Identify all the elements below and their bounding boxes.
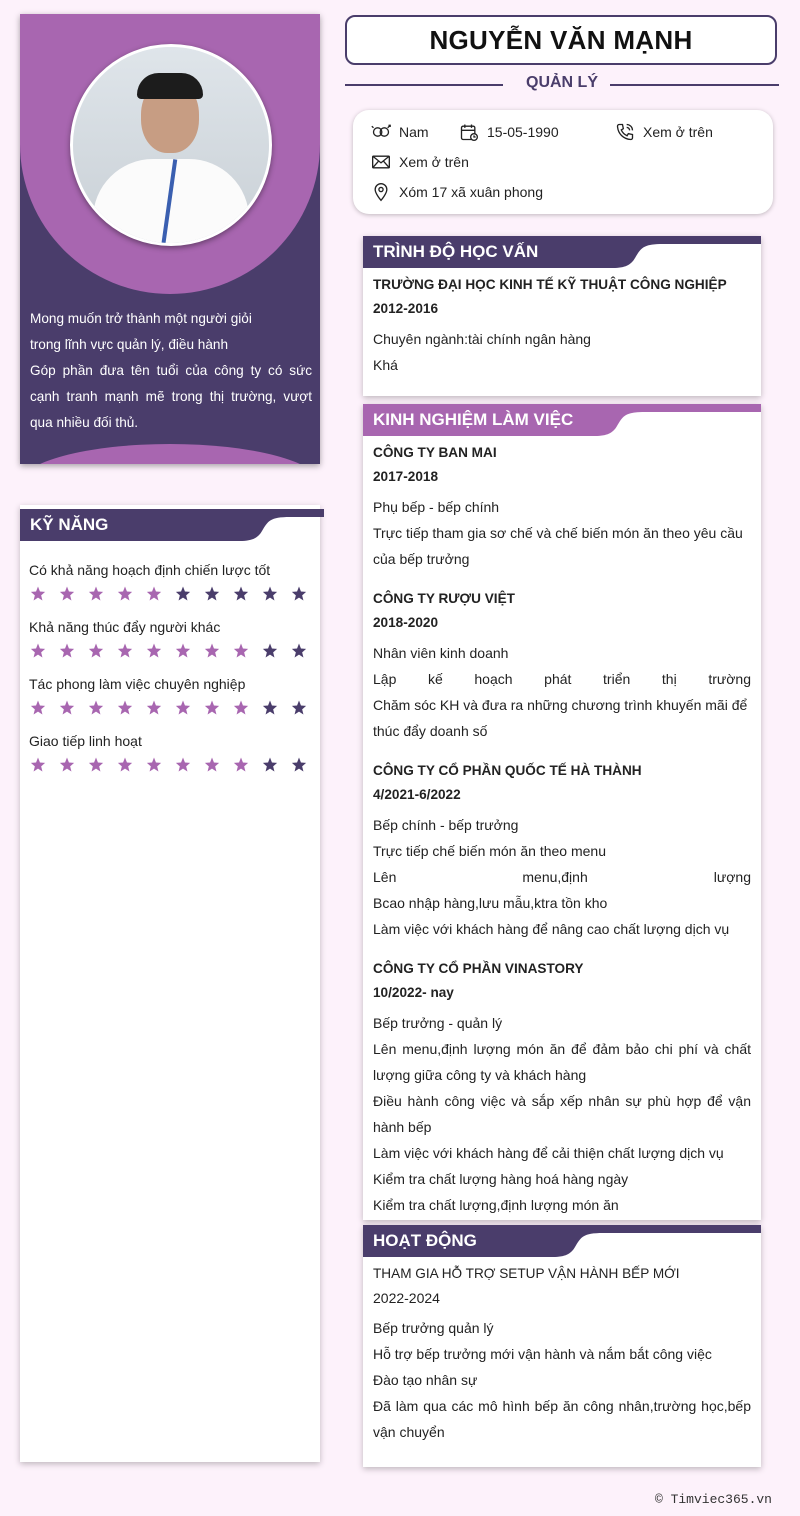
star-icon (58, 585, 76, 603)
job-detail: Lập kế hoạch phát triển thị trường (373, 671, 751, 687)
job-detail: hành bếp (373, 1119, 432, 1135)
star-icon (203, 642, 221, 660)
phone-icon (615, 122, 635, 142)
star-icon (145, 642, 163, 660)
activity-period: 2022-2024 (373, 1290, 440, 1306)
job-detail: Nhân viên kinh doanh (373, 645, 509, 661)
star-icon (174, 642, 192, 660)
star-icon (87, 585, 105, 603)
job-detail: Lên menu,định lượng món ăn để đảm bảo chi phí và chất (373, 1041, 751, 1057)
skill-rating (29, 642, 319, 660)
job-detail: Điều hành công việc và sắp xếp nhân sự phù hợp để vận (373, 1093, 751, 1109)
objective-line: Mong muốn trở thành một người giỏi (30, 311, 252, 326)
skill-rating (29, 585, 319, 603)
skill-rating (29, 756, 319, 774)
activity-detail: Hỗ trợ bếp trưởng mới vận hành và nắm bắt công việc (373, 1346, 712, 1362)
job-period: 4/2021-6/2022 (373, 787, 461, 802)
star-icon (87, 642, 105, 660)
calendar-icon (459, 122, 479, 142)
role-row (345, 74, 779, 98)
contact-email: Xem ở trên (371, 152, 469, 172)
star-icon (203, 756, 221, 774)
star-icon (203, 699, 221, 717)
objective-line: qua nhiều đối thủ. (30, 415, 139, 430)
star-icon (261, 699, 279, 717)
location-pin-icon (371, 182, 391, 202)
full-name: NGUYỄN VĂN MẠNH (429, 24, 693, 55)
section-title: KINH NGHIỆM LÀM VIỆC (373, 410, 574, 429)
education-header (363, 236, 761, 268)
profile-card (20, 14, 320, 464)
activity-detail: Bếp trưởng quản lý (373, 1320, 494, 1336)
star-icon (232, 585, 250, 603)
education-panel (363, 236, 761, 396)
job-detail: của bếp trưởng (373, 551, 470, 567)
skill-name: Giao tiếp linh hoạt (29, 733, 142, 749)
job-title: QUẢN LÝ (526, 74, 598, 91)
job-detail: Trực tiếp tham gia sơ chế và chế biến món ăn theo yêu cầu (373, 525, 743, 541)
gender-icon (371, 122, 391, 142)
contact-birthday: 15-05-1990 (459, 122, 559, 142)
job-detail: Kiểm tra chất lượng,định lượng món ăn (373, 1197, 619, 1213)
education-major: Chuyên ngành:tài chính ngân hàng (373, 331, 591, 347)
job-period: 2018-2020 (373, 615, 439, 630)
job-period: 10/2022- nay (373, 985, 454, 1000)
job-detail: Lên menu,định lượng (373, 869, 751, 885)
experience-panel (363, 404, 761, 1220)
star-icon (116, 585, 134, 603)
star-icon (116, 642, 134, 660)
job-detail: Bếp chính - bếp trưởng (373, 817, 519, 833)
name-box (345, 15, 777, 65)
contact-card (353, 110, 773, 214)
star-icon (116, 699, 134, 717)
skill-name: Khả năng thúc đẩy người khác (29, 619, 221, 635)
star-icon (58, 699, 76, 717)
skill-rating (29, 699, 319, 717)
activity-detail: vận chuyển (373, 1424, 445, 1440)
company-name: CÔNG TY BAN MAI (373, 445, 497, 460)
envelope-icon (371, 152, 391, 172)
star-icon (145, 699, 163, 717)
job-detail: Làm việc với khách hàng để cải thiện chất lượng dịch vụ (373, 1145, 724, 1161)
star-icon (174, 756, 192, 774)
job-detail: Làm việc với khách hàng để nâng cao chất lượng dịch vụ (373, 921, 730, 937)
education-period: 2012-2016 (373, 301, 439, 316)
contact-phone: Xem ở trên (615, 122, 713, 142)
contact-address: Xóm 17 xã xuân phong (371, 182, 543, 202)
star-icon (232, 699, 250, 717)
job-detail: Bcao nhập hàng,lưu mẫu,ktra tồn kho (373, 895, 608, 911)
skill-name: Có khả năng hoạch định chiến lược tốt (29, 562, 271, 578)
section-title: KỸ NĂNG (30, 515, 109, 534)
star-icon (290, 642, 308, 660)
job-detail: Bếp trưởng - quản lý (373, 1015, 503, 1031)
school-name: TRƯỜNG ĐẠI HỌC KINH TẾ KỸ THUẬT CÔNG NGHIỆP (373, 277, 727, 292)
section-title: HOẠT ĐỘNG (373, 1231, 477, 1250)
activity-detail: Đào tạo nhân sự (373, 1372, 478, 1388)
star-icon (261, 585, 279, 603)
star-icon (145, 585, 163, 603)
star-icon (58, 756, 76, 774)
star-icon (232, 642, 250, 660)
section-title: TRÌNH ĐỘ HỌC VẤN (373, 242, 539, 261)
star-icon (29, 756, 47, 774)
activity-detail: Đã làm qua các mô hình bếp ăn công nhân,trường học,bếp (373, 1398, 751, 1414)
star-icon (290, 699, 308, 717)
objective-line: cạnh tranh mạnh mẽ trong thị trường, vượt (30, 389, 312, 404)
company-name: CÔNG TY RƯỢU VIỆT (373, 591, 515, 606)
job-detail: Chăm sóc KH và đưa ra những chương trình khuyến mãi để (373, 697, 748, 713)
star-icon (232, 756, 250, 774)
activities-panel (363, 1225, 761, 1467)
job-period: 2017-2018 (373, 469, 439, 484)
star-icon (87, 699, 105, 717)
star-icon (145, 756, 163, 774)
star-icon (290, 585, 308, 603)
star-icon (29, 585, 47, 603)
job-detail: lượng giữa công ty và khách hàng (373, 1067, 587, 1083)
job-detail: Trực tiếp chế biến món ăn theo menu (373, 843, 606, 859)
education-grade: Khá (373, 357, 398, 373)
job-detail: Phụ bếp - bếp chính (373, 499, 500, 515)
star-icon (116, 756, 134, 774)
objective-line: trong lĩnh vực quản lý, điều hành (30, 337, 229, 352)
star-icon (290, 756, 308, 774)
contact-gender: Nam (371, 122, 429, 142)
job-detail: Kiểm tra chất lượng hàng hoá hàng ngày (373, 1171, 629, 1187)
star-icon (174, 585, 192, 603)
activity-name: THAM GIA HỖ TRỢ SETUP VẬN HÀNH BẾP MỚI (373, 1266, 680, 1281)
decorative-arc (20, 444, 320, 464)
star-icon (203, 585, 221, 603)
company-name: CÔNG TY CỔ PHẦN QUỐC TẾ HÀ THÀNH (373, 763, 642, 778)
job-detail: thúc đẩy doanh số (373, 723, 488, 739)
star-icon (174, 699, 192, 717)
objective-line: Góp phần đưa tên tuổi của công ty có sức (30, 363, 312, 378)
star-icon (58, 642, 76, 660)
company-name: CÔNG TY CỔ PHẦN VINASTORY (373, 961, 584, 976)
star-icon (29, 699, 47, 717)
star-icon (261, 756, 279, 774)
star-icon (261, 642, 279, 660)
footer-watermark: © Timviec365.vn (654, 1492, 772, 1507)
skills-header (20, 509, 324, 541)
skill-name: Tác phong làm việc chuyên nghiệp (29, 676, 246, 692)
activities-header (363, 1225, 761, 1257)
star-icon (29, 642, 47, 660)
star-icon (87, 756, 105, 774)
experience-header (363, 404, 761, 436)
avatar (70, 44, 272, 246)
skills-panel (20, 505, 320, 1462)
career-objective (30, 306, 312, 436)
